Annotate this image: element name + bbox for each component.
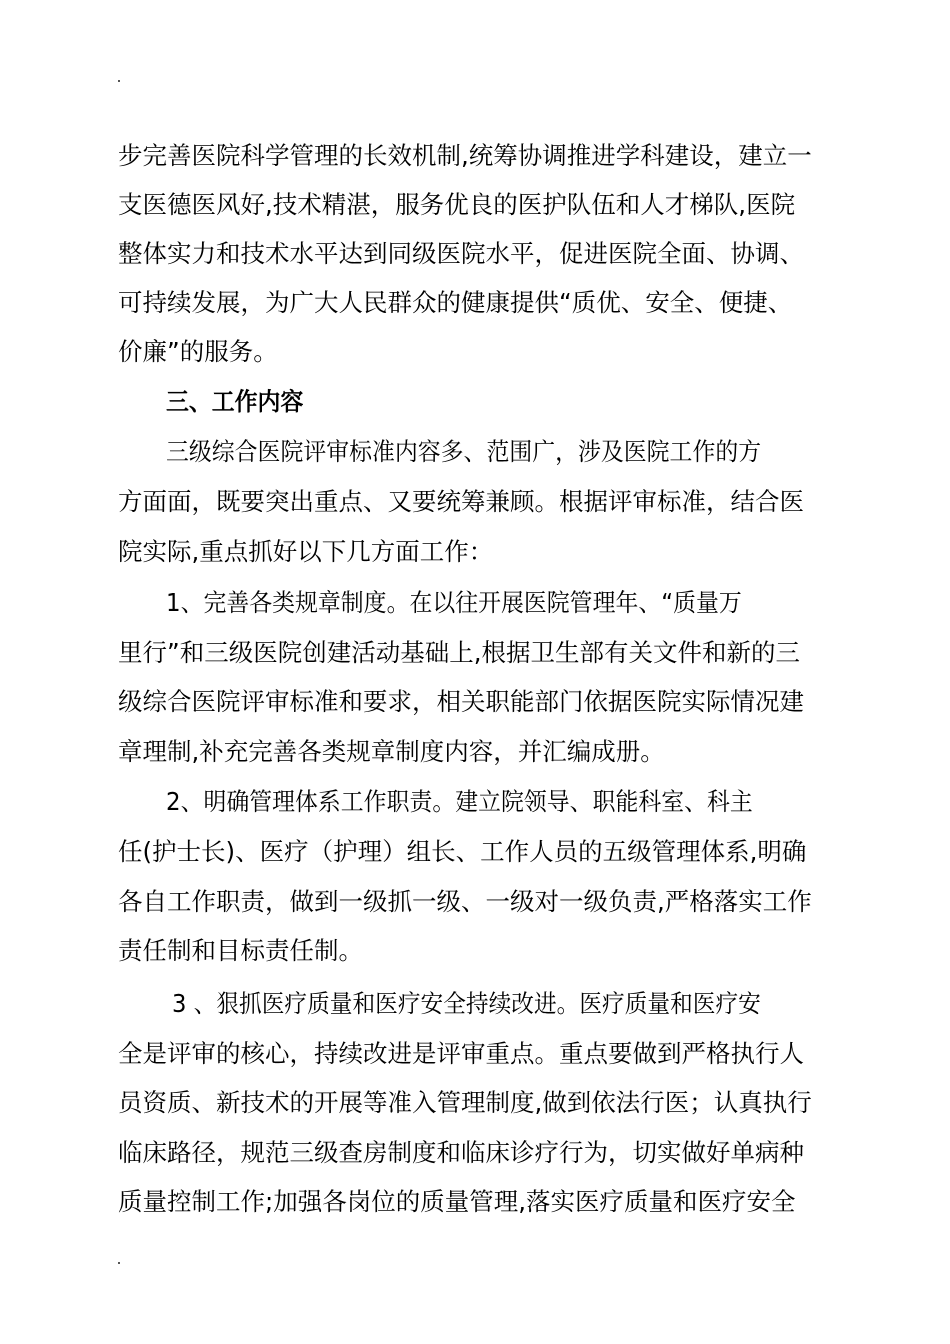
page-corner-mark-bottom	[118, 1262, 120, 1264]
text-line: 整体实力和技术水平达到同级医院水平，促进医院全面、协调、	[118, 239, 804, 268]
text-line: 1、完善各类规章制度。在以往开展医院管理年、“质量万	[166, 588, 742, 617]
text-line: 责任制和目标责任制。	[118, 936, 363, 965]
text-line: 方面面，既要突出重点、又要统筹兼顾。根据评审标准，结合医	[118, 487, 804, 516]
text-line: 里行”和三级医院创建活动基础上,根据卫生部有关文件和新的三	[118, 638, 800, 667]
text-line: 各自工作职责，做到一级抓一级、一级对一级负责,严格落实工作	[118, 887, 812, 916]
text-line: 级综合医院评审标准和要求，相关职能部门依据医院实际情况建	[118, 687, 804, 716]
text-line: 可持续发展，为广大人民群众的健康提供“质优、安全、便捷、	[118, 288, 793, 317]
text-line: 步完善医院科学管理的长效机制,统筹协调推进学科建设，建立一	[118, 141, 812, 170]
text-line: 三级综合医院评审标准内容多、范围广，涉及医院工作的方	[166, 437, 762, 466]
text-line: 临床路径，规范三级查房制度和临床诊疗行为，切实做好单病种	[118, 1138, 804, 1167]
text-line: 2、明确管理体系工作职责。建立院领导、职能科室、科主	[166, 787, 753, 816]
text-line: 员资质、新技术的开展等准入管理制度,做到依法行医；认真执行	[118, 1088, 812, 1117]
text-line: 质量控制工作;加强各岗位的质量管理,落实医疗质量和医疗安全	[118, 1187, 796, 1216]
text-line: 全是评审的核心，持续改进是评审重点。重点要做到严格执行人	[118, 1039, 804, 1068]
text-line: 章理制,补充完善各类规章制度内容，并汇编成册。	[118, 737, 665, 766]
text-line: 院实际,重点抓好以下几方面工作：	[118, 537, 494, 566]
page-corner-mark-top	[118, 80, 120, 82]
text-line: 任(护士长)、医疗（护理）组长、工作人员的五级管理体系,明确	[118, 837, 807, 866]
text-line: 支医德医风好,技术精湛，服务优良的医护队伍和人才梯队,医院	[118, 190, 796, 219]
section-heading: 三、工作内容	[166, 387, 304, 416]
text-line: 价廉”的服务。	[118, 337, 278, 366]
text-line: 3 、狠抓医疗质量和医疗安全持续改进。医疗质量和医疗安	[172, 989, 761, 1018]
